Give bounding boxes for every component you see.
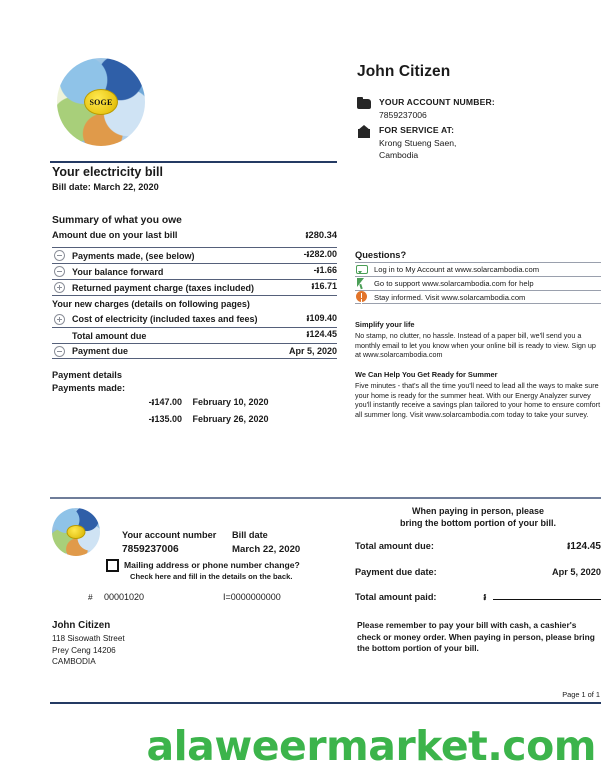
payment-details-section xyxy=(52,370,337,431)
last-bill-label: Amount due on your last bill xyxy=(52,230,178,240)
amount-paid-input[interactable] xyxy=(493,590,601,600)
mailing-address xyxy=(52,620,125,668)
footer-divider xyxy=(50,702,601,704)
account-number-block xyxy=(357,96,495,121)
bill-header xyxy=(0,0,604,192)
stub-note-line2: bring the bottom portion of your bill. xyxy=(400,518,556,528)
promo-heading: We Can Help You Get Ready for Summer xyxy=(355,370,498,379)
stub-account-value: 7859237006 xyxy=(122,544,179,555)
row-label: Returned payment charge (taxes included) xyxy=(72,282,255,293)
payment-amount: -៛147.00 xyxy=(148,397,182,407)
stub-payment-block xyxy=(355,505,601,618)
stub-due-date-row xyxy=(355,567,601,577)
mailing-name: John Citizen xyxy=(52,620,111,631)
header-divider xyxy=(50,161,337,163)
payment-date: February 10, 2020 xyxy=(192,397,269,407)
total-amount-due-row xyxy=(52,327,337,343)
plus-circle-icon xyxy=(54,282,65,293)
reference-number: 00001020 xyxy=(104,592,145,602)
service-address-block xyxy=(357,124,456,162)
table-row xyxy=(52,311,337,327)
stub-note-line1: When paying in person, please xyxy=(411,506,545,516)
question-item-support[interactable] xyxy=(355,276,601,290)
payment-instructions: Please remember to pay your bill with cash, a cashier's check or money order. When paying in person, please bring the bottom portion of your bill. xyxy=(357,620,595,654)
stub-logo-badge xyxy=(67,525,86,539)
account-number-label: YOUR ACCOUNT NUMBER: xyxy=(379,97,495,107)
payment-due-row xyxy=(52,343,337,359)
row-label: Your balance forward xyxy=(72,266,164,277)
payment-date: February 26, 2020 xyxy=(192,414,269,424)
speech-bubble-icon xyxy=(355,264,368,276)
house-icon xyxy=(357,125,372,139)
logo-badge xyxy=(84,89,118,115)
row-label: Payments made, (see below) xyxy=(72,250,195,261)
stub-account-label: Your account number xyxy=(122,530,217,540)
bill-date: Bill date: March 22, 2020 xyxy=(52,182,159,192)
reference-code: I=0000000000 xyxy=(223,592,281,602)
table-row xyxy=(52,247,337,263)
page-number: Page 1 of 1 xyxy=(562,690,600,699)
question-item-label: Stay informed. Visit www.solarcambodia.com xyxy=(374,292,526,302)
stub-total-due-row xyxy=(355,539,601,554)
plus-circle-icon xyxy=(54,314,65,325)
last-bill-row xyxy=(52,229,337,247)
stub-note xyxy=(355,505,601,529)
company-logo xyxy=(57,58,145,146)
question-item-login[interactable] xyxy=(355,262,601,276)
summary-heading: Summary of what you owe xyxy=(52,215,182,226)
stub-divider xyxy=(50,497,601,499)
payment-details-title: Payment details xyxy=(52,370,122,380)
table-row xyxy=(52,279,337,295)
total-label: Total amount due xyxy=(72,330,147,341)
due-value: Apr 5, 2020 xyxy=(288,346,337,356)
row-value: -៛282.00 xyxy=(303,249,337,259)
summary-section xyxy=(52,215,337,359)
new-charges-heading: Your new charges (details on following pages) xyxy=(52,295,337,311)
currency-symbol: ៛ xyxy=(483,592,487,602)
address-change-label: Mailing address or phone number change? xyxy=(124,560,300,570)
service-address-line2: Cambodia xyxy=(379,150,419,161)
total-value: ៛124.45 xyxy=(306,329,337,339)
due-label: Payment due xyxy=(72,346,129,356)
customer-name: John Citizen xyxy=(357,63,451,80)
promo-simplify-your-life xyxy=(355,320,601,360)
promo-body: Five minutes - that's all the time you'll need to lead all the ways to make sure your home is ready for the summer heat. With our Energy Analyzer survey you'll instantly receive a savings plan tailored to your home to ensure comfort all summer long. Visit www.solarcambodia.com today to take your survey. xyxy=(355,381,601,419)
reference-hash-symbol: # xyxy=(88,592,93,602)
payments-made-subtitle: Payments made: xyxy=(52,383,126,393)
row-label: Cost of electricity (included taxes and fees) xyxy=(72,314,258,324)
alert-circle-icon xyxy=(355,291,368,303)
payment-amount: -៛135.00 xyxy=(148,414,182,424)
address-change-checkbox[interactable] xyxy=(106,559,119,572)
question-item-informed[interactable] xyxy=(355,290,601,304)
mailing-line1: 118 Sisowath Street xyxy=(52,634,125,643)
minus-circle-icon xyxy=(54,266,65,277)
promo-body: No stamp, no clutter, no hassle. Instead of a paper bill, we'll send you a monthly email to let you know when your online bill is ready to view. Sign up at www.solarcambodia.com xyxy=(355,331,596,360)
list-item xyxy=(130,397,337,410)
stub-amount-paid-row xyxy=(355,590,601,605)
mailing-line3: CAMBODIA xyxy=(52,657,96,667)
watermark: alaweermarket.com xyxy=(146,722,596,770)
stub-logo xyxy=(52,508,100,556)
table-row xyxy=(52,263,337,279)
row-value: ៛109.40 xyxy=(306,312,337,323)
questions-section xyxy=(355,250,601,304)
stub-due-date-value: Apr 5, 2020 xyxy=(551,567,601,577)
folder-icon xyxy=(357,97,372,111)
question-item-label: Go to support www.solarcambodia.com for help xyxy=(374,279,534,288)
stub-bill-date-label: Bill date xyxy=(232,530,268,540)
stub-due-date-label: Payment due date: xyxy=(355,567,437,577)
list-item xyxy=(130,414,337,427)
row-value: ៛16.71 xyxy=(311,281,337,291)
questions-title: Questions? xyxy=(355,250,407,260)
address-change-sublabel: Check here and fill in the details on the back. xyxy=(130,572,293,581)
logo-text: SOGE xyxy=(89,97,113,107)
stub-bill-date-value: March 22, 2020 xyxy=(232,544,301,555)
mailing-line2: Prey Ceng 14206 xyxy=(52,645,116,655)
cursor-arrow-icon xyxy=(355,278,368,290)
stub-total-due-value: ៛124.45 xyxy=(567,541,601,552)
service-address-label: FOR SERVICE AT: xyxy=(379,125,455,135)
minus-circle-icon xyxy=(54,346,65,357)
last-bill-value: ៛280.34 xyxy=(305,230,337,240)
promo-heading: Simplify your life xyxy=(355,320,415,329)
minus-circle-icon xyxy=(54,250,65,261)
page-title: Your electricity bill xyxy=(52,165,163,179)
row-value: -៛1.66 xyxy=(313,265,337,275)
promo-summer-ready xyxy=(355,370,601,419)
service-address-line1: Krong Stueng Saen, xyxy=(379,137,457,148)
account-number-value: 7859237006 xyxy=(379,109,427,120)
stub-total-due-label: Total amount due: xyxy=(355,541,434,551)
stub-amount-paid-label: Total amount paid: xyxy=(355,592,437,602)
question-item-label: Log in to My Account at www.solarcambodia.com xyxy=(374,265,540,274)
